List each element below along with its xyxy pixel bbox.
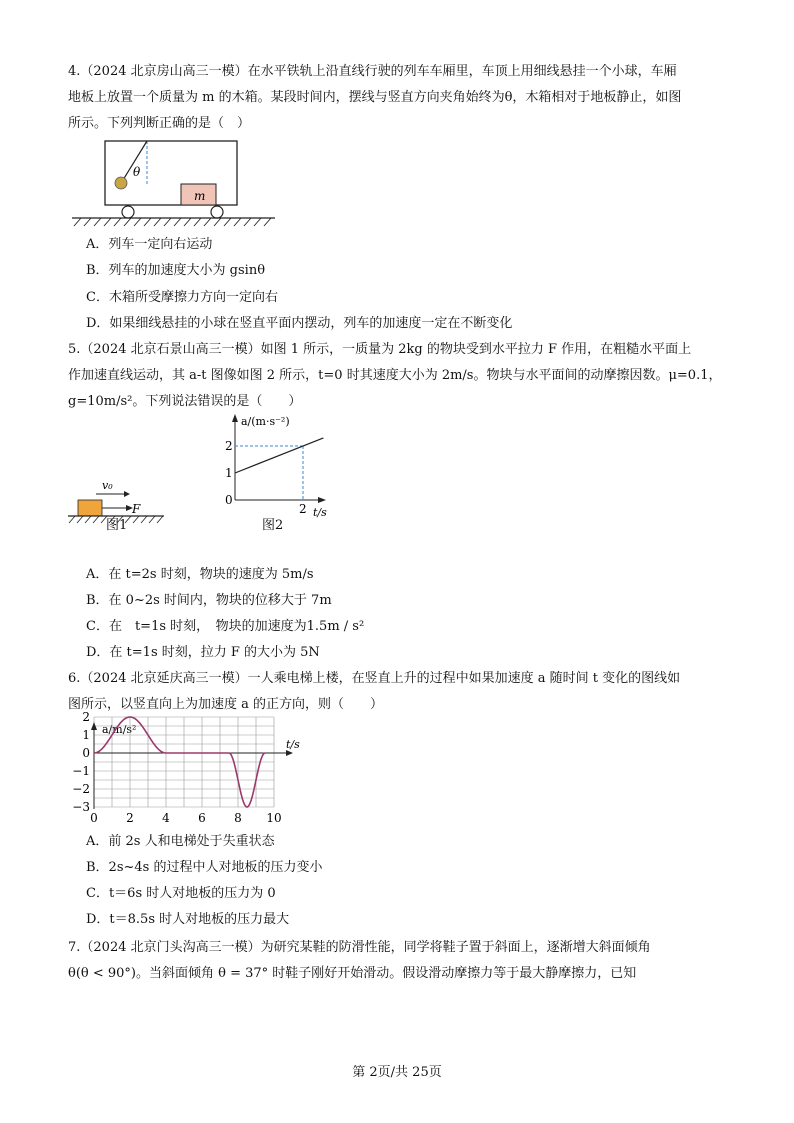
q6-stem-line1: 6.（2024 北京延庆高三一模）一人乘电梯上楼，在竖直上升的过程中如果加速度 a 随时间 t 变化的图线如 — [68, 671, 681, 686]
v0-arrow-head — [124, 491, 130, 497]
q5-stem-line3: g=10m/s²。下列说法错误的是（ ） — [68, 394, 302, 409]
q6-option-d: D．t＝8.5s 时人对地板的压力最大 — [86, 912, 290, 927]
box-mass-label: m — [194, 189, 206, 203]
y-tick-label: −3 — [72, 800, 90, 814]
fig2-caption: 图2 — [262, 518, 284, 533]
block — [78, 500, 102, 516]
fig1-caption: 图1 — [106, 518, 128, 533]
theta-label: θ — [133, 165, 141, 179]
y-tick-label: 0 — [82, 746, 90, 760]
q4-option-d: D．如果细线悬挂的小球在竖直平面内摆动，列车的加速度一定在不断变化 — [86, 316, 513, 331]
q5-option-b: B．在 0~2s 时间内，物块的位移大于 7m — [86, 593, 332, 608]
x-axis-label: t/s — [286, 738, 300, 751]
x-tick-label: 4 — [162, 811, 170, 825]
page-footer: 第 2页/共 25页 — [352, 1065, 442, 1080]
q4-train-figure — [70, 137, 280, 232]
y-axis-label: a/m/s² — [102, 723, 137, 736]
q4-option-b: B．列车的加速度大小为 gsinθ — [86, 263, 266, 278]
x-tick-2: 2 — [299, 502, 307, 516]
x-axis-label: t/s — [313, 506, 327, 519]
ball — [115, 177, 127, 189]
q7-stem-line1: 7.（2024 北京门头沟高三一模）为研究某鞋的防滑性能，同学将鞋子置于斜面上，逐渐增大斜面倾角 — [68, 940, 651, 955]
y-tick-label: −2 — [72, 782, 90, 796]
x-tick-label: 6 — [198, 811, 206, 825]
q5-option-c: C．在 t=1s 时刻， 物块的加速度为1.5m / s² — [86, 619, 365, 634]
data-line — [235, 438, 323, 473]
x-tick-label: 10 — [266, 811, 282, 825]
q6-option-b: B．2s~4s 的过程中人对地板的压力变小 — [86, 860, 323, 875]
q6-option-a: A．前 2s 人和电梯处于失重状态 — [86, 834, 275, 849]
q5-option-a: A．在 t=2s 时刻，物块的速度为 5m/s — [86, 567, 314, 582]
q4-option-a: A．列车一定向右运动 — [86, 237, 213, 252]
y-axis-label: a/(m·s⁻²) — [241, 415, 290, 428]
q7-stem-line2: θ(θ < 90°)。当斜面倾角 θ = 37° 时鞋子刚好开始滑动。假设滑动摩擦力等于最大静摩擦力，已知 — [68, 966, 637, 981]
x-tick-label: 2 — [126, 811, 134, 825]
q5-stem-line1: 5.（2024 北京石景山高三一模）如图 1 所示，一质量为 2kg 的物块受到水平拉力 F 作用，在粗糙水平面上 — [68, 342, 692, 357]
y-tick-1: 1 — [225, 466, 233, 480]
x-axis-arrow — [318, 497, 326, 503]
q5-option-d: D．在 t=1s 时刻，拉力 F 的大小为 5N — [86, 645, 320, 660]
q4-stem-line2: 地板上放置一个质量为 m 的木箱。某段时间内，摆线与竖直方向夹角始终为θ，木箱相对于地板静止，如图 — [68, 90, 682, 105]
q6-stem-line2: 图所示，以竖直向上为加速度 a 的正方向，则（ ） — [68, 697, 384, 712]
ground-hatch — [74, 218, 271, 226]
q4-option-c: C．木箱所受摩擦力方向一定向右 — [86, 290, 278, 305]
y-axis-arrow — [232, 414, 238, 422]
q4-stem-line1: 4.（2024 北京房山高三一模）在水平铁轨上沿直线行驶的列车车厢里，车顶上用细线悬挂一个小球，车厢 — [68, 64, 677, 79]
force-label: F — [132, 502, 141, 516]
car-body — [105, 141, 237, 205]
y-tick-label: 2 — [82, 710, 90, 724]
x-tick-label: 0 — [90, 811, 98, 825]
wheel-right — [211, 206, 223, 218]
q5-stem-line2: 作加速直线运动，其 a-t 图像如图 2 所示，t=0 时其速度大小为 2m/s。物块与水平面间的动摩擦因数。μ=0.1， — [68, 368, 722, 383]
v0-label: v₀ — [102, 479, 113, 492]
q4-stem-line3: 所示。下列判断正确的是（ ） — [68, 116, 251, 131]
y-tick-label: −1 — [72, 764, 90, 778]
q6-acceleration-chart — [64, 710, 314, 830]
q5-figure2-chart — [215, 412, 335, 522]
x-tick-label: 8 — [234, 811, 242, 825]
y-tick-2: 2 — [225, 439, 233, 453]
y-tick-label: 1 — [82, 728, 90, 742]
q6-option-c: C．t＝6s 时人对地板的压力为 0 — [86, 886, 276, 901]
y-tick-0: 0 — [225, 493, 233, 507]
wheel-left — [122, 206, 134, 218]
